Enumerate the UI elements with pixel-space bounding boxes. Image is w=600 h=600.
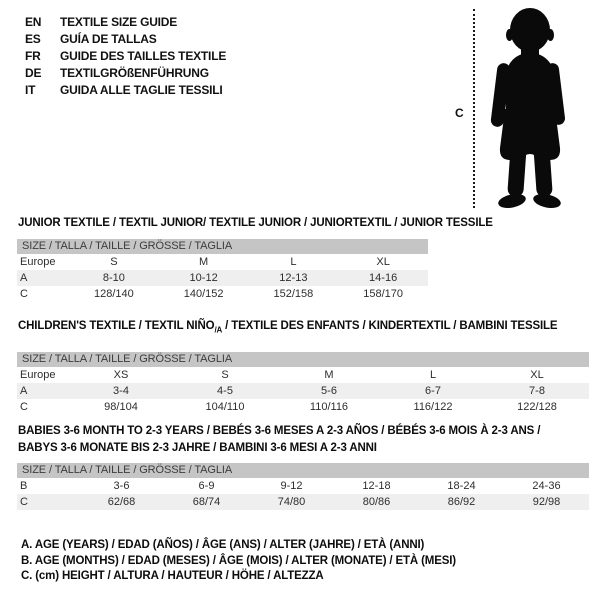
lang-row-it (25, 81, 226, 98)
table-cell: 5-6 (321, 385, 337, 397)
table-cell: 158/170 (363, 288, 403, 300)
table-row-europe (17, 254, 428, 270)
table-cell: 4-5 (217, 385, 233, 397)
table-cell: M (199, 256, 209, 268)
lang-row-es (25, 30, 226, 47)
legend-line-c: C. (cm) HEIGHT / ALTURA / HAUTEUR / HÖHE / ALTEZZA (21, 570, 324, 583)
table-cell: 12-13 (279, 272, 308, 284)
row-label: C (20, 288, 28, 300)
table-cell: 104/110 (205, 401, 245, 413)
table-cell: 74/80 (277, 496, 306, 508)
row-label: C (20, 401, 28, 413)
table-cell: 116/122 (413, 401, 453, 413)
table-cell: 6-7 (425, 385, 441, 397)
table-cell: S (221, 369, 229, 381)
table-cell: S (110, 256, 118, 268)
table-cell: 128/140 (93, 288, 134, 300)
table-cell: 24-36 (532, 480, 561, 492)
lang-code: DE (25, 65, 42, 80)
table-cell: 68/74 (192, 496, 221, 508)
table-cell: 18-24 (447, 480, 476, 492)
table-cell: XS (113, 369, 129, 381)
babies-section-title (18, 423, 540, 457)
lang-row-en (25, 13, 226, 30)
table-cell: XL (530, 369, 544, 381)
table-row-height (17, 494, 589, 510)
table-cell: 122/128 (517, 401, 557, 413)
lang-code: FR (25, 48, 41, 63)
junior-section-title: JUNIOR TEXTILE / TEXTIL JUNIOR/ TEXTILE JUNIOR / JUNIORTEXTIL / JUNIOR TESSILE (18, 217, 493, 229)
lang-title: GUÍA DE TALLAS (60, 31, 157, 46)
table-cell: 80/86 (362, 496, 391, 508)
table-row-age-months (17, 478, 589, 494)
table-cell: 9-12 (280, 480, 303, 492)
table-cell: 7-8 (529, 385, 545, 397)
height-measure-label: C (455, 106, 464, 120)
table-row-age (17, 383, 589, 399)
legend-line-b: B. AGE (MONTHS) / EDAD (MESES) / ÂGE (MOIS) / ALTER (MONATE) / ETÀ (MESI) (21, 554, 456, 567)
lang-title: TEXTILGRÖßENFÜHRUNG (60, 65, 209, 80)
table-cell: 62/68 (107, 496, 136, 508)
size-header-bar: SIZE / TALLA / TAILLE / GRÖSSE / TAGLIA (17, 463, 589, 478)
lang-title: TEXTILE SIZE GUIDE (60, 14, 178, 29)
table-cell: 98/104 (104, 401, 138, 413)
babies-size-table (17, 463, 589, 510)
row-label: Europe (20, 369, 56, 381)
table-cell: 140/152 (183, 288, 224, 300)
table-cell: 86/92 (447, 496, 476, 508)
table-cell: XL (376, 256, 390, 268)
row-label: C (20, 496, 28, 508)
children-title-subscript: /A (214, 325, 223, 335)
row-label: Europe (20, 256, 56, 268)
baby-silhouette-icon (483, 5, 573, 210)
legend-line-a: A. AGE (YEARS) / EDAD (AÑOS) / ÂGE (ANS) / ALTER (JAHRE) / ETÀ (ANNI) (21, 539, 425, 551)
lang-title: GUIDE DES TAILLES TEXTILE (60, 48, 227, 63)
lang-code: IT (25, 82, 36, 97)
babies-title-line2: BABYS 3-6 MONATE BIS 2-3 JAHRE / BAMBINI 3-6 MESI A 2-3 ANNI (18, 442, 377, 454)
row-label: A (20, 385, 28, 397)
children-title-part1: CHILDREN'S TEXTILE / TEXTIL NIÑO (18, 320, 215, 332)
table-cell: 8-10 (102, 272, 125, 284)
babies-title-line1: BABIES 3-6 MONTH TO 2-3 YEARS / BEBÉS 3-6 MESES A 2-3 AÑOS / BÉBÉS 3-6 MOIS À 2-3 ANS / (18, 425, 541, 437)
children-section-title (18, 320, 557, 334)
lang-code: ES (25, 31, 41, 46)
table-cell: 92/98 (532, 496, 561, 508)
table-cell: 12-18 (362, 480, 391, 492)
row-label: B (20, 480, 28, 492)
table-cell: 110/116 (309, 401, 349, 413)
table-row-height (17, 286, 428, 302)
lang-code: EN (25, 14, 42, 29)
table-cell: 3-4 (113, 385, 129, 397)
table-row-height (17, 399, 589, 415)
table-cell: L (290, 256, 297, 268)
height-measure-dotted-line (473, 9, 475, 208)
children-title-part2: / TEXTILE DES ENFANTS / KINDERTEXTIL / BAMBINI TESSILE (222, 320, 558, 332)
table-cell: 152/158 (273, 288, 314, 300)
row-label: A (20, 272, 28, 284)
lang-title: GUIDA ALLE TAGLIE TESSILI (60, 82, 223, 97)
table-cell: M (324, 369, 334, 381)
size-header-bar: SIZE / TALLA / TAILLE / GRÖSSE / TAGLIA (17, 239, 428, 254)
table-row-europe (17, 367, 589, 383)
children-size-table (17, 352, 589, 415)
measurement-legend (21, 538, 456, 585)
table-cell: 10-12 (189, 272, 218, 284)
table-cell: L (429, 369, 437, 381)
table-cell: 14-16 (369, 272, 398, 284)
lang-row-fr (25, 47, 226, 64)
table-cell: 6-9 (198, 480, 215, 492)
language-title-list (25, 13, 226, 98)
junior-size-table (17, 239, 428, 302)
table-cell: 3-6 (113, 480, 130, 492)
size-header-bar: SIZE / TALLA / TAILLE / GRÖSSE / TAGLIA (17, 352, 589, 367)
table-row-age (17, 270, 428, 286)
lang-row-de (25, 64, 226, 81)
